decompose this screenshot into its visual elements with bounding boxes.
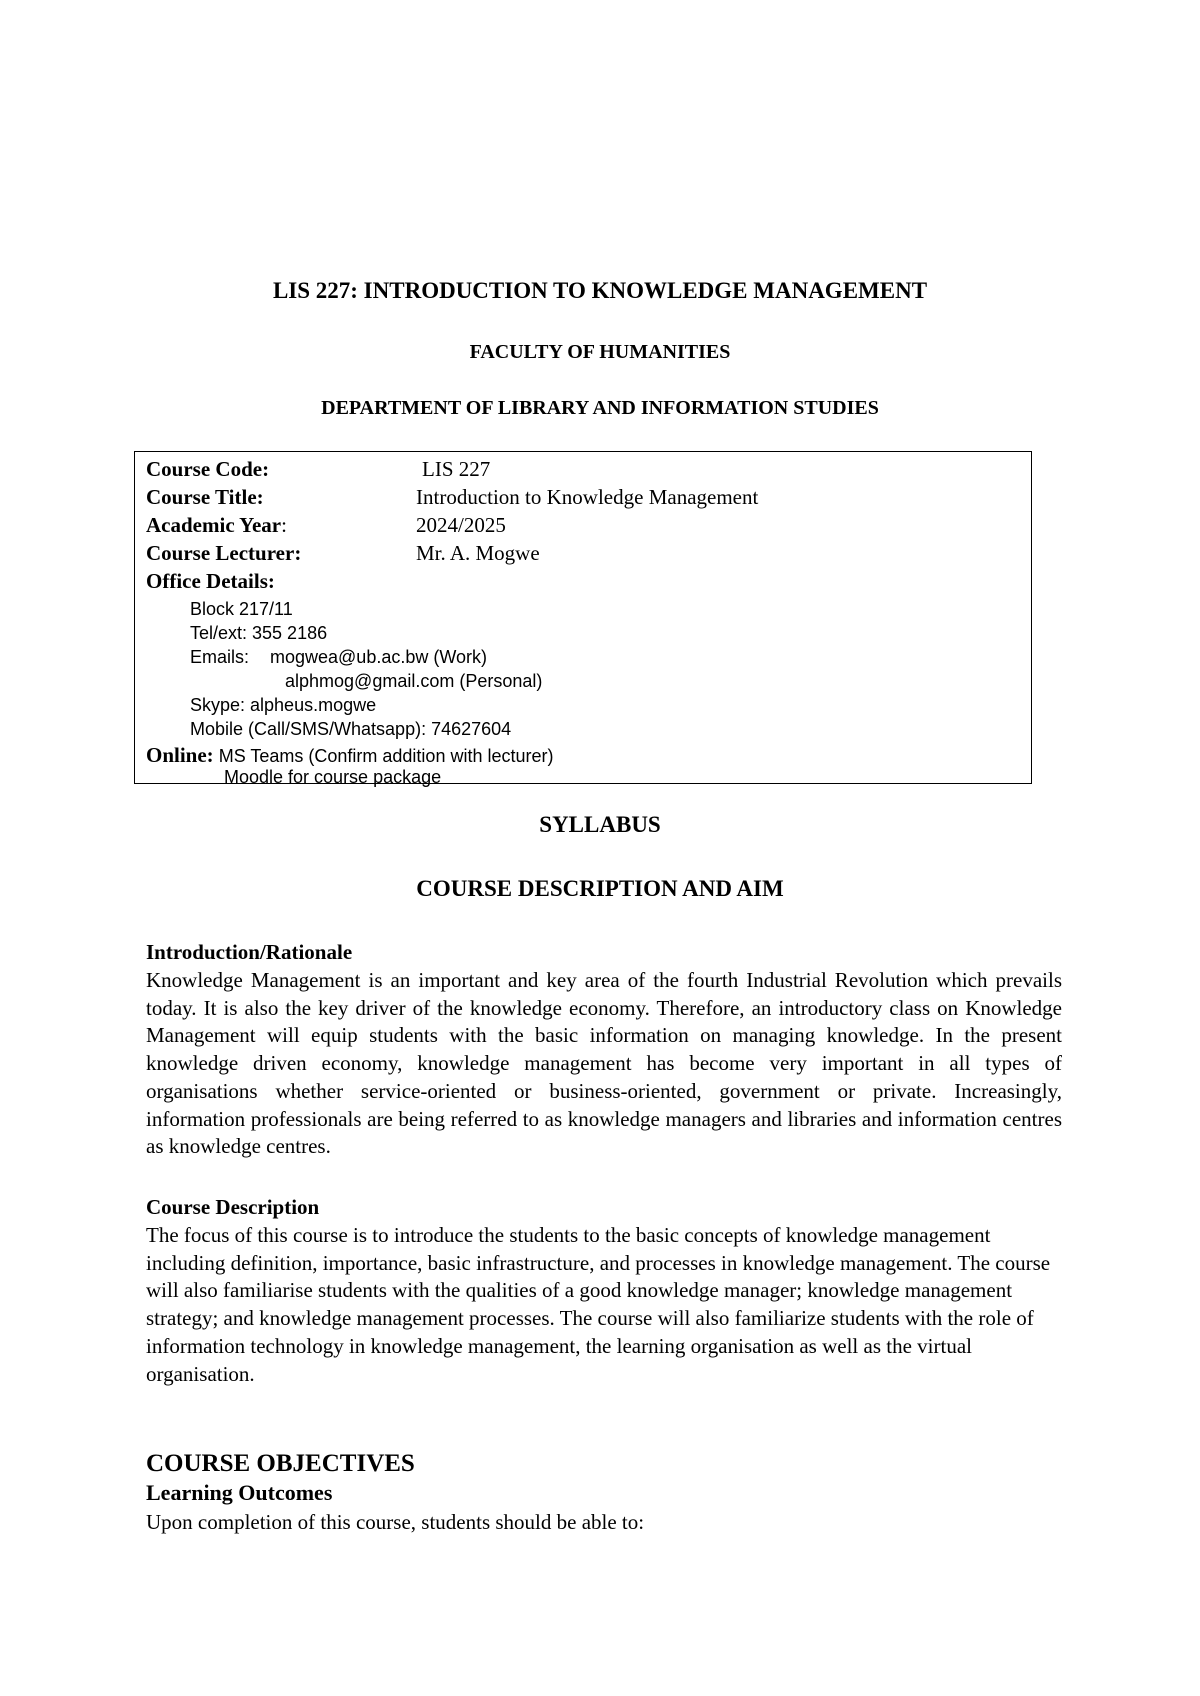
course-title-label: Course Title:: [146, 485, 264, 509]
syllabus-heading: SYLLABUS: [539, 812, 661, 837]
course-info-box: [134, 451, 1032, 787]
online-row: [146, 743, 553, 768]
course-description-text: The focus of this course is to introduce the students to the basic concepts of knowledge management including definition, importance, basic infrastructure, and processes in knowledge management. The course will also familiarise students with the qualities of a good knowledge manager; knowledge management strategy; and knowledge management processes. The course will also familiarize students with the role of information technology in knowledge management, the learning organisation as well as the virtual organisation.: [146, 1223, 1051, 1386]
online-label: Online:: [146, 743, 214, 767]
intro-rationale-text: Knowledge Management is an important and key area of the fourth Industrial Revolution which prevails today. It is also the key driver of the knowledge economy. Therefore, an introductory class on Knowledge Management will equip students with the basic information on managing knowledge. In the present knowledge driven economy, knowledge management has become very important in all types of organisations whether service-oriented or business-oriented, government or private. Increasingly, information professionals are being referred to as knowledge managers and libraries and information centres as knowledge centres.: [146, 968, 1062, 1159]
online-moodle: Moodle for course package: [224, 767, 442, 787]
department-heading: DEPARTMENT OF LIBRARY AND INFORMATION STUDIES: [321, 397, 879, 419]
academic-year-label: Academic Year: [146, 513, 282, 537]
office-details-label: Office Details:: [146, 569, 275, 593]
course-title-row: [146, 485, 758, 510]
skype-handle: Skype: alpheus.mogwe: [190, 695, 377, 715]
course-code-label: Course Code:: [146, 457, 270, 481]
learning-outcomes-intro: Upon completion of this course, students should be able to:: [146, 1510, 645, 1534]
course-objectives-heading: COURSE OBJECTIVES: [146, 1450, 415, 1477]
intro-rationale-heading: Introduction/Rationale: [146, 940, 353, 964]
email-personal: alphmog@gmail.com (Personal): [285, 671, 543, 691]
course-code-value: LIS 227: [422, 457, 491, 481]
online-teams: MS Teams (Confirm addition with lecturer): [218, 746, 554, 766]
academic-year-colon: :: [281, 513, 287, 537]
office-tel: Tel/ext: 355 2186: [190, 623, 328, 643]
faculty-heading: FACULTY OF HUMANITIES: [469, 341, 731, 363]
office-block: Block 217/11: [190, 599, 293, 619]
mobile-number: Mobile (Call/SMS/Whatsapp): 74627604: [190, 719, 512, 739]
course-code-row: [146, 457, 490, 482]
course-description-heading: Course Description: [146, 1195, 320, 1219]
document-title: LIS 227: INTRODUCTION TO KNOWLEDGE MANAGEMENT: [272, 278, 928, 303]
emails-label: Emails:: [190, 647, 250, 667]
course-title-value: Introduction to Knowledge Management: [416, 485, 759, 509]
office-details-row: [146, 569, 275, 594]
academic-year-value: 2024/2025: [416, 513, 506, 537]
course-lecturer-value: Mr. A. Mogwe: [416, 541, 540, 565]
course-lecturer-row: [146, 541, 540, 566]
course-lecturer-label: Course Lecturer:: [146, 541, 302, 565]
academic-year-row: [146, 513, 506, 538]
course-description-aim-heading: COURSE DESCRIPTION AND AIM: [416, 876, 784, 901]
email-work: mogwea@ub.ac.bw (Work): [270, 647, 488, 667]
learning-outcomes-heading: Learning Outcomes: [146, 1480, 333, 1505]
